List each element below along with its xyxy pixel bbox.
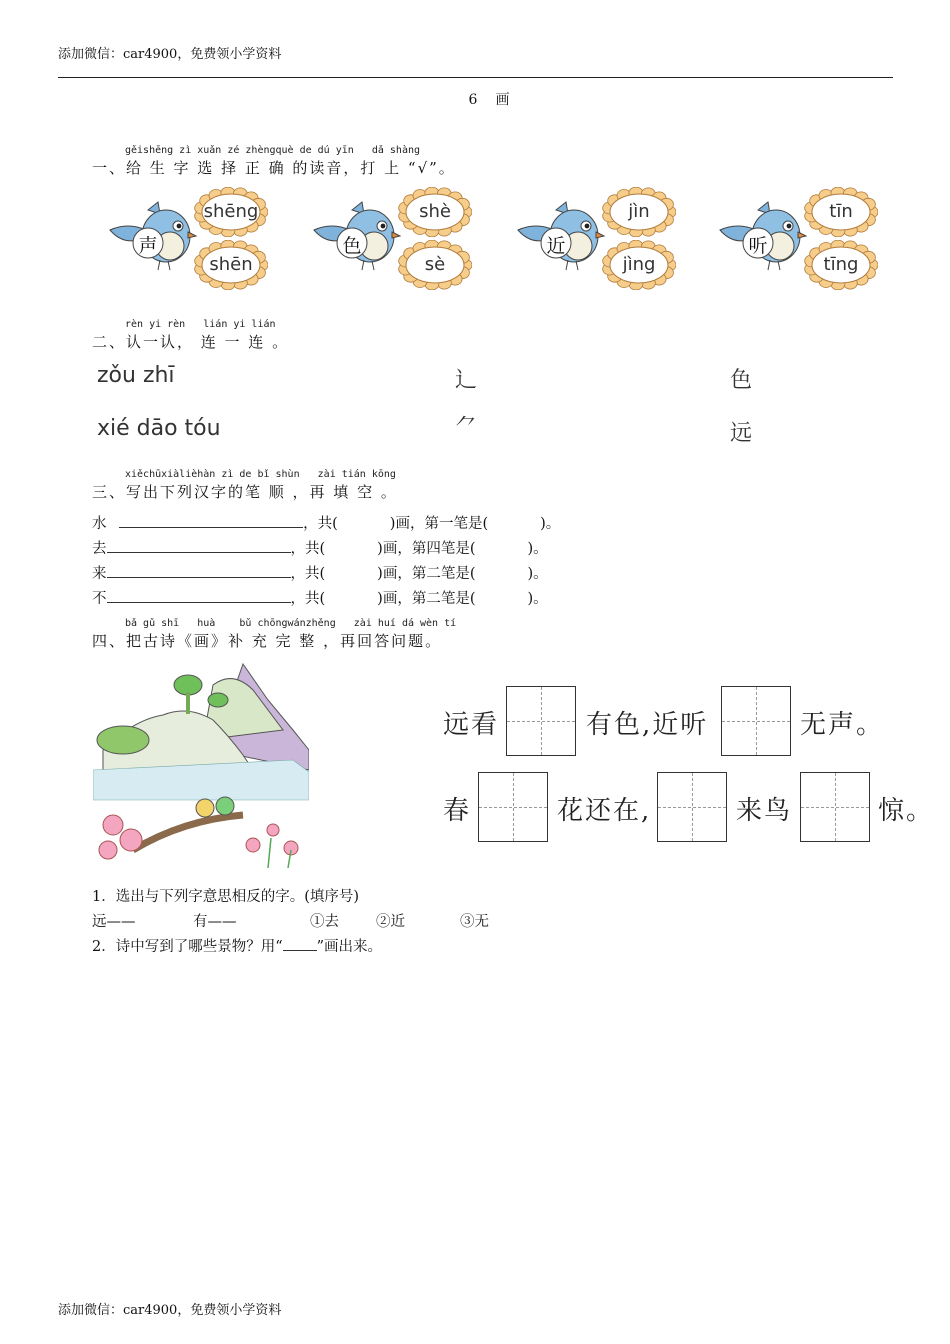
pinyin-option-top[interactable] xyxy=(194,187,268,237)
stroke-blank[interactable] xyxy=(107,538,291,553)
q4-sub2-b: ”画出来。 xyxy=(316,939,383,955)
q3-stroke: 第二笔是( xyxy=(411,591,476,607)
q3-gong: ，共( xyxy=(290,591,326,607)
underline-sample xyxy=(283,938,317,951)
q3-gong: ，共( xyxy=(290,541,326,557)
pinyin-option-top[interactable] xyxy=(398,187,472,237)
option-1: ①去 xyxy=(310,914,339,930)
poem-blank-3[interactable] xyxy=(478,772,548,842)
landscape-illustration xyxy=(93,660,309,868)
stroke-blank[interactable] xyxy=(107,588,291,603)
pinyin-label: shēng xyxy=(203,201,259,222)
q3-end: )。 xyxy=(527,591,548,607)
target-character: 听 xyxy=(748,235,768,257)
pinyin-label: jìn xyxy=(628,201,650,222)
q2-middle-1: 辶 xyxy=(455,368,478,393)
q3-pinyin: xiěchūxiàlièhàn zì de bǐ shùn zài tián kōng xyxy=(125,469,396,480)
q2-left-2: xié dāo tóu xyxy=(97,416,221,441)
pinyin-option-bottom[interactable] xyxy=(602,240,676,290)
pinyin-label: tīng xyxy=(823,254,859,275)
q2-question: 二、认一认， 连 一 连 。 xyxy=(92,333,290,351)
q2-pinyin: rèn yi rèn lián yi lián xyxy=(125,319,276,330)
poem-blank-2[interactable] xyxy=(721,686,791,756)
poem-blank-5[interactable] xyxy=(800,772,870,842)
poem-line1-c: 无声。 xyxy=(800,710,885,740)
target-character: 近 xyxy=(546,235,566,257)
pinyin-option-top[interactable] xyxy=(804,187,878,237)
q3-gong: ，共( xyxy=(303,516,338,532)
q3-row-3 xyxy=(92,562,548,583)
poem-line2-c: 来鸟 xyxy=(736,796,793,826)
q3-end: )。 xyxy=(527,541,548,557)
q1-pinyin: gěishēng zì xuǎn zé zhèngquè de dú yīn dǎ shàng xyxy=(125,145,421,156)
q4-sub1-yuan: 远—— xyxy=(92,914,136,930)
q3-gong: ，共( xyxy=(290,566,326,582)
q4-sub1: 1．选出与下列字意思相反的字。(填序号) xyxy=(92,889,360,905)
q3-row-4 xyxy=(92,587,548,608)
footer-text: 添加微信：car4900，免费领小学资料 xyxy=(58,1303,282,1318)
q3-hua: )画， xyxy=(377,591,412,607)
poem-line1-b: 有色,近听 xyxy=(586,710,709,740)
q4-question: 四、把古诗《画》补 充 完 整 ，再回答问题。 xyxy=(92,632,443,650)
q3-question: 三、写出下列汉字的笔 顺 ，再 填 空 。 xyxy=(92,483,398,501)
q2-right-2: 远 xyxy=(730,421,753,446)
q3-hua: )画， xyxy=(377,566,412,582)
q2-middle-2: ⺈ xyxy=(455,415,478,440)
q3-stroke: 第四笔是( xyxy=(411,541,476,557)
poem-line2-d: 惊。 xyxy=(878,796,935,826)
option-2: ②近 xyxy=(376,914,405,930)
poem-blank-4[interactable] xyxy=(657,772,727,842)
option-3: ③无 xyxy=(460,914,489,930)
pinyin-label: shè xyxy=(419,201,451,222)
pinyin-label: jìng xyxy=(622,254,656,275)
pinyin-label: tīn xyxy=(829,201,853,222)
stroke-blank[interactable] xyxy=(107,563,291,578)
pinyin-label: shēn xyxy=(209,254,253,275)
pinyin-option-top[interactable] xyxy=(602,187,676,237)
q3-row-char: 水 xyxy=(92,516,107,532)
q2-right-1: 色 xyxy=(730,368,753,393)
q4-pinyin: bǎ gǔ shī huà bǔ chōngwánzhěng zài huí dá wèn tí xyxy=(125,618,457,629)
q3-row-2 xyxy=(92,537,548,558)
header-divider xyxy=(58,77,893,78)
q1-question: 一、给 生 字 选 择 正 确 的读音，打 上 “√”。 xyxy=(92,159,456,177)
q3-stroke: 第一笔是( xyxy=(424,516,489,532)
pinyin-option-bottom[interactable] xyxy=(398,240,472,290)
header-text: 添加微信：car4900，免费领小学资料 xyxy=(58,47,282,62)
pinyin-option-bottom[interactable] xyxy=(804,240,878,290)
q3-end: )。 xyxy=(527,566,548,582)
q3-hua: )画， xyxy=(389,516,425,532)
target-character: 声 xyxy=(138,235,158,257)
q3-end: )。 xyxy=(540,516,561,532)
q3-stroke: 第二笔是( xyxy=(411,566,476,582)
q3-hua: )画， xyxy=(377,541,412,557)
q3-row-1 xyxy=(92,512,560,533)
stroke-blank[interactable] xyxy=(119,513,303,528)
q4-sub1-you: 有—— xyxy=(193,914,237,930)
poem-line2-a: 春 xyxy=(443,796,472,826)
q3-row-char: 来 xyxy=(92,566,107,582)
page-title: 6 画 xyxy=(468,92,512,108)
poem-blank-1[interactable] xyxy=(506,686,576,756)
pinyin-label: sè xyxy=(424,254,446,275)
q4-sub2 xyxy=(92,935,382,956)
q4-sub2-a: 2．诗中写到了哪些景物？用“ xyxy=(92,939,283,955)
q3-row-char: 去 xyxy=(92,541,107,557)
q2-left-1: zǒu zhī xyxy=(97,363,175,388)
q3-row-char: 不 xyxy=(92,591,107,607)
pinyin-option-bottom[interactable] xyxy=(194,240,268,290)
target-character: 色 xyxy=(342,235,362,257)
poem-line1-a: 远看 xyxy=(443,710,500,740)
poem-line2-b: 花还在, xyxy=(557,796,652,826)
